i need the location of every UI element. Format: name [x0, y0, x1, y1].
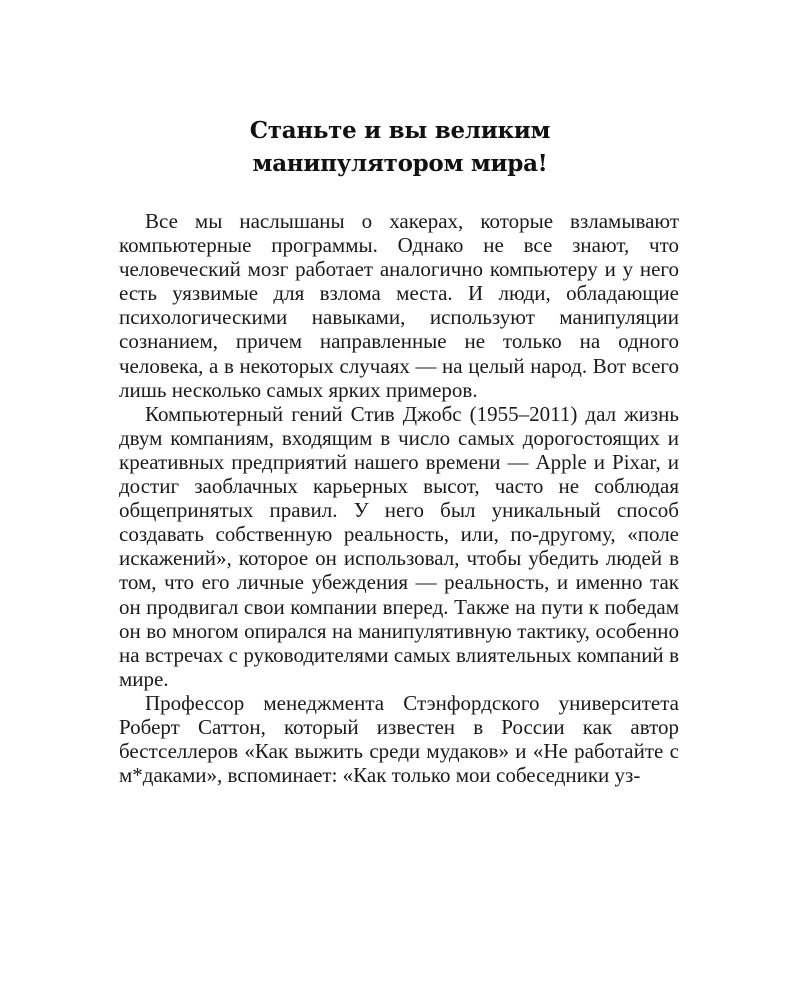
paragraph-hackers: Все мы наслышаны о хакерах, которые взламывают компьютерные программы. Однако не все знают, что человеческий мозг работает аналогично компьютеру и у него есть уязвимые для взлома места. И люди, обладающие психологическими навыками, используют манипуляции сознанием, причем направленные не только на одного человека, а в некоторых случаях — на целый народ. Вот всего лишь несколько самых ярких примеров.: [119, 209, 679, 402]
body-text: [119, 209, 679, 787]
paragraph-robert-sutton: Профессор менеджмента Стэнфордского университета Роберт Саттон, который известен в России как автор бестселлеров «Как выжить среди мудаков» и «Не работайте с м*даками», вспоминает: «Как только мои собеседники уз-: [119, 690, 679, 788]
chapter-heading: [150, 114, 650, 180]
chapter-heading-line-2: манипулятором мира!: [252, 150, 548, 177]
paragraph-steve-jobs: Компьютерный гений Стив Джобс (1955–2011) дал жизнь двум компаниям, входящим в число самых дорогостоящих и креативных предприятий нашего времени — Apple и Pixar, и достиг заоблачных карьерных высот, часто не соблюдая общепринятых правил. У него был уникальный способ создавать собственную реальность, или, по-другому, «поле искажений», которое он использовал, чтобы убедить людей в том, что его личные убеждения — реальность, и именно так он продвигал свои компании вперед. Также на пути к победам он во многом опирался на манипулятивную тактику, особенно на встречах с руководителями самых влиятельных компаний в мире.: [119, 401, 679, 691]
chapter-heading-line-1: Станьте и вы великим: [249, 117, 551, 144]
